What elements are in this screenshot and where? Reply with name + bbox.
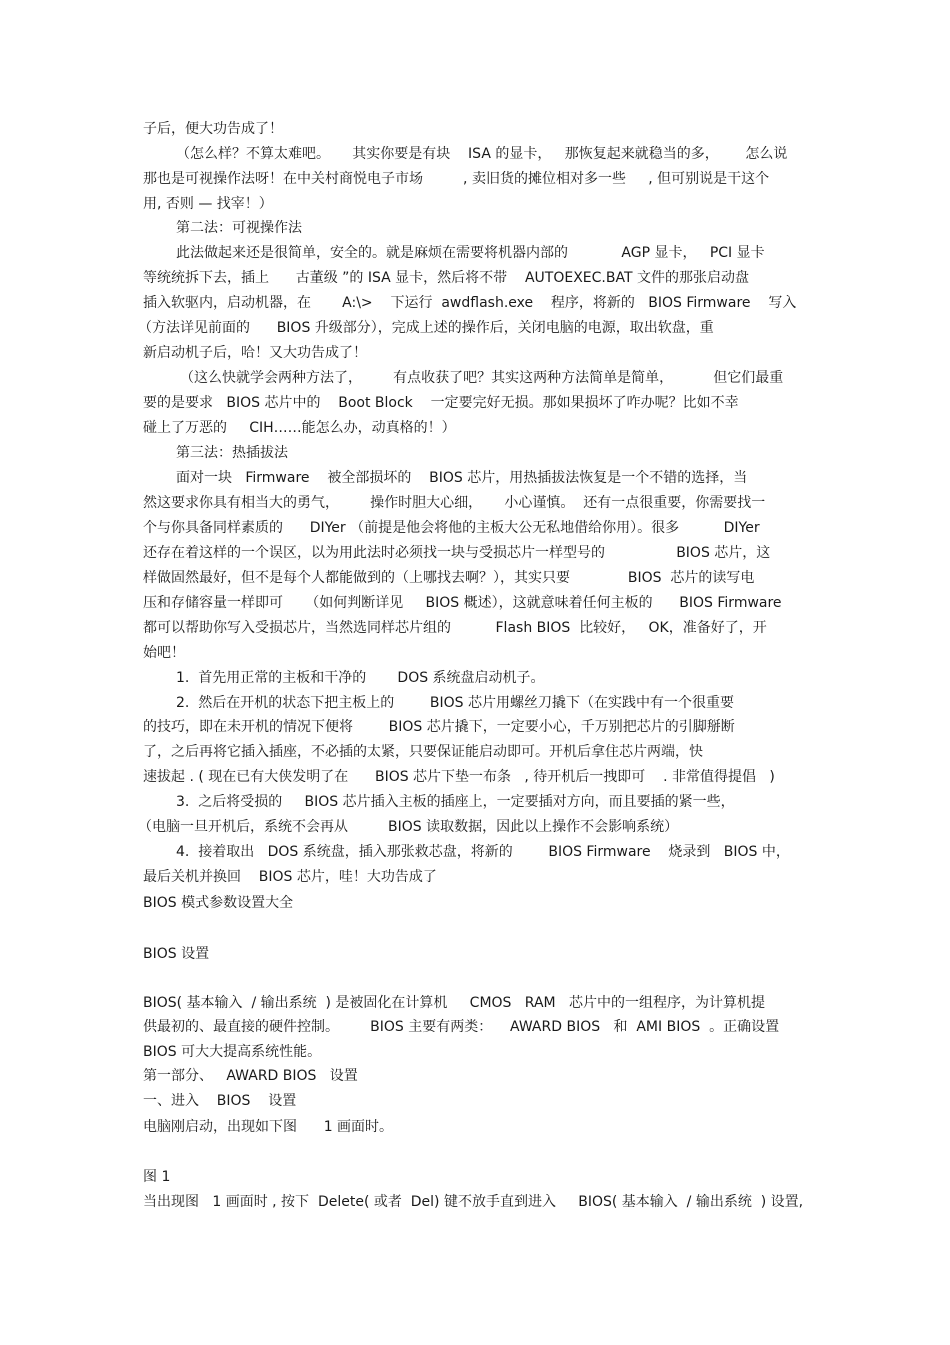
text-line: 要的是要求 BIOS 芯片中的 Boot Block 一定要完好无损。那如果损坏了咋办呢？比如不幸 <box>143 395 739 411</box>
text-line: （这么快就学会两种方法了， 有点收获了吧？其实这两种方法简单是简单， 但它们最重 <box>180 370 784 386</box>
list-item: 2. 然后在开机的状态下把主板上的 BIOS 芯片用螺丝刀撬下（在实践中有一个很重要 <box>176 695 734 711</box>
text-line: BIOS( 基本输入 / 输出系统 ) 是被固化在计算机 CMOS RAM 芯片中的一组程序，为计算机提 <box>143 995 765 1011</box>
text-line: 最后关机并换回 BIOS 芯片，哇！大功告成了 <box>143 869 437 885</box>
text-line: 速拔起 . ( 现在已有大侠发明了在 BIOS 芯片下垫一布条 , 待开机后一拽即可 . 非常值得提倡 ) <box>143 769 775 785</box>
text-line: 当出现图 1 画面时 , 按下 Delete( 或者 Del) 键不放手直到进入 BIOS( 基本输入 / 输出系统 ) 设置, <box>143 1194 804 1210</box>
section-heading: 一、进入 BIOS 设置 <box>143 1093 297 1109</box>
text-line: 供最初的、最直接的硬件控制。 BIOS 主要有两类： AWARD BIOS 和 AMI BIOS 。正确设置 <box>143 1019 780 1035</box>
text-line: 电脑刚启动，出现如下图 1 画面时。 <box>143 1119 394 1135</box>
text-line: 还存在着这样的一个误区，以为用此法时必须找一块与受损芯片一样型号的 BIOS 芯片，这 <box>143 545 771 561</box>
text-line: 此法做起来还是很简单，安全的。就是麻烦在需要将机器内部的 AGP 显卡， PCI 显卡 <box>176 245 765 261</box>
text-line: 用, 否则 — 找宰！） <box>143 196 273 212</box>
text-line: 那也是可视操作法呀！在中关村商悦电子市场 , 卖旧货的摊位相对多一些 , 但可别说是干这个 <box>143 171 770 187</box>
text-line: 样做固然最好，但不是每个人都能做到的（上哪找去啊？），其实只要 BIOS 芯片的读写电 <box>143 570 755 586</box>
text-line: BIOS 可大大提高系统性能。 <box>143 1044 322 1060</box>
text-line: 插入软驱内，启动机器，在 A:\> 下运行 awdflash.exe 程序，将新的 BIOS Firmware 写入 <box>143 295 797 311</box>
text-line: 等统统拆下去，插上 古董级 ”的 ISA 显卡，然后将不带 AUTOEXEC.BAT 文件的那张启动盘 <box>143 270 749 286</box>
text-line: 新启动机子后，哈！又大功告成了！ <box>143 345 367 361</box>
list-item: 1. 首先用正常的主板和干净的 DOS 系统盘启动机子。 <box>176 670 545 686</box>
text-line: （电脑一旦开机后，系统不会再从 BIOS 读取数据，因此以上操作不会影响系统） <box>138 819 679 835</box>
section-heading: 第二法：可视操作法 <box>176 220 302 236</box>
list-item: 4. 接着取出 DOS 系统盘，插入那张救芯盘，将新的 BIOS Firmware 烧录到 BIOS 中， <box>176 844 790 860</box>
section-heading: 第三法：热插拔法 <box>176 445 288 461</box>
text-line: 面对一块 Firmware 被全部损坏的 BIOS 芯片，用热插拔法恢复是一个不错的选择，当 <box>176 470 748 486</box>
section-heading: BIOS 设置 <box>143 946 210 962</box>
text-line: 子后，便大功告成了！ <box>143 121 283 137</box>
text-line: （方法详见前面的 BIOS 升级部分），完成上述的操作后，关闭电脑的电源，取出软盘，重 <box>138 320 714 336</box>
section-heading: 第一部分、 AWARD BIOS 设置 <box>143 1068 358 1084</box>
figure-caption: 图 1 <box>143 1169 171 1185</box>
text-line: 始吧！ <box>143 645 185 661</box>
list-item: 3. 之后将受损的 BIOS 芯片插入主板的插座上，一定要插对方向，而且要插的紧一些， <box>176 794 735 810</box>
text-line: 的技巧，即在未开机的情况下便将 BIOS 芯片撬下，一定要小心，千万别把芯片的引脚掰断 <box>143 719 735 735</box>
text-line: 碰上了万恶的 CIH……能怎么办，动真格的！） <box>143 420 456 436</box>
text-line: 个与你具备同样素质的 DIYer （前提是他会将他的主板大公无私地借给你用）。很多 DIYer <box>143 520 760 536</box>
doc-title: BIOS 模式参数设置大全 <box>143 895 294 911</box>
text-line: （怎么样？不算太难吧。 其实你要是有块 ISA 的显卡， 那恢复起来就稳当的多， 怎么说 <box>176 146 788 162</box>
text-line: 都可以帮助你写入受损芯片，当然选同样芯片组的 Flash BIOS 比较好， OK，准备好了，开 <box>143 620 767 636</box>
text-line: 然这要求你具有相当大的勇气， 操作时胆大心细， 小心谨慎。 还有一点很重要，你需要找一 <box>143 495 766 511</box>
text-line: 压和存储容量一样即可 （如何判断详见 BIOS 概述），这就意味着任何主板的 BIOS Firmware <box>143 595 782 611</box>
text-line: 了，之后再将它插入插座，不必插的太紧，只要保证能启动即可。开机后拿住芯片两端，快 <box>143 744 703 760</box>
